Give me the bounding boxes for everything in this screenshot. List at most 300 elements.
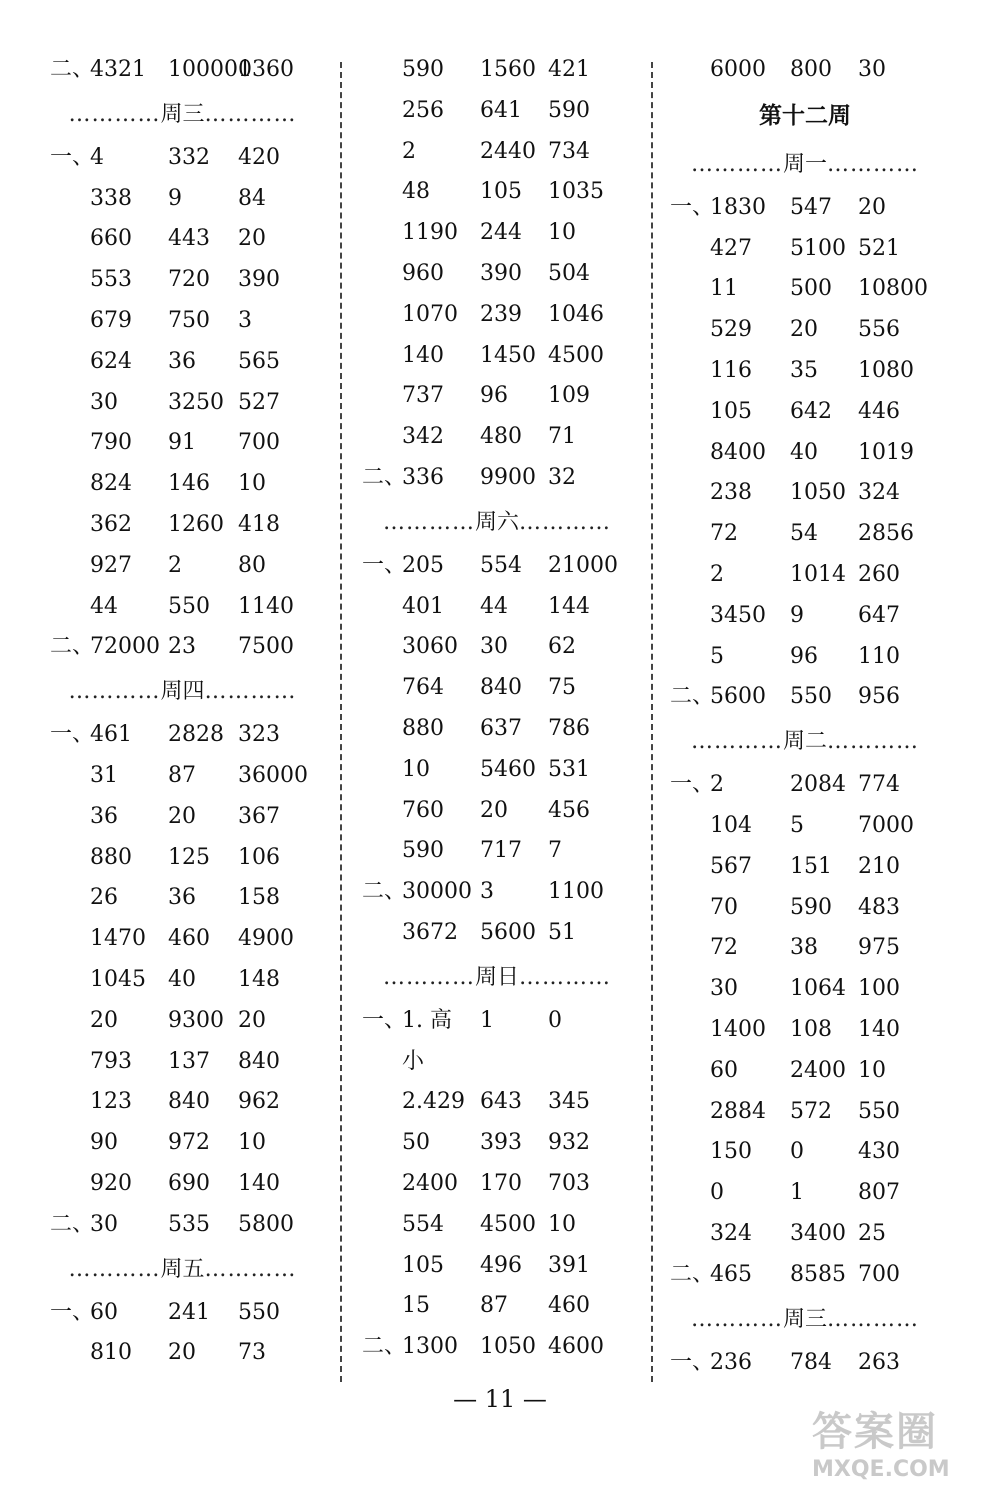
answer-value: 2400 xyxy=(402,1170,458,1196)
answer-value: 1046 xyxy=(548,301,604,327)
answer-value: 393 xyxy=(480,1130,522,1156)
answer-value: 80 xyxy=(238,552,266,578)
answer-value: 550 xyxy=(168,593,210,619)
answer-row xyxy=(50,464,315,505)
answer-row xyxy=(670,514,940,555)
answer-value: 1050 xyxy=(790,480,846,506)
answer-row xyxy=(362,132,632,173)
answer-row xyxy=(50,878,315,919)
question-number: 二、 xyxy=(670,1261,715,1287)
answer-value: 760 xyxy=(402,797,444,823)
answer-row xyxy=(50,138,315,179)
answer-row xyxy=(670,637,940,678)
answer-row xyxy=(670,229,940,270)
answer-value: 108 xyxy=(790,1016,832,1042)
answer-value: 72000 xyxy=(90,634,160,660)
answer-value: 9 xyxy=(168,185,182,211)
question-number: 二、 xyxy=(50,1211,95,1237)
answer-value: 554 xyxy=(402,1211,444,1237)
answer-value: 71 xyxy=(548,424,576,450)
answer-row xyxy=(50,1333,315,1374)
answer-value: 810 xyxy=(90,1340,132,1366)
answer-value: 840 xyxy=(168,1089,210,1115)
week-title: 第十二周 xyxy=(759,101,851,129)
dotted-leader: ………… xyxy=(204,679,297,705)
answer-value: 32 xyxy=(548,464,576,490)
answer-value: 800 xyxy=(790,57,832,82)
answer-value: 5460 xyxy=(480,756,536,782)
answer-value: 105 xyxy=(402,1252,444,1278)
answer-value: 565 xyxy=(238,348,280,374)
answer-value: 7000 xyxy=(858,812,914,838)
answer-value: 390 xyxy=(238,267,280,293)
answer-row xyxy=(50,423,315,464)
answer-row xyxy=(362,254,632,295)
answer-value: 7500 xyxy=(238,634,294,660)
dotted-leader: ………… xyxy=(827,151,919,177)
answer-row xyxy=(362,1246,632,1287)
answer-value: 20 xyxy=(858,194,886,220)
answer-value: 734 xyxy=(548,138,590,164)
answer-value: 9 xyxy=(790,602,804,628)
answer-value: 40 xyxy=(790,439,818,465)
answer-value: 641 xyxy=(480,97,522,123)
answer-value: 647 xyxy=(858,602,900,628)
answer-value: 137 xyxy=(168,1048,210,1074)
answer-value: 456 xyxy=(548,797,590,823)
dotted-leader: ………… xyxy=(68,101,161,127)
answer-row xyxy=(670,351,940,392)
answer-row xyxy=(362,50,632,91)
answer-value: 1045 xyxy=(90,966,146,992)
answer-value: 20 xyxy=(480,797,508,823)
answer-value: 151 xyxy=(790,853,832,879)
answer-row xyxy=(50,1082,315,1123)
answer-value: 703 xyxy=(548,1170,590,1196)
answer-row xyxy=(362,709,632,750)
answer-value: 60 xyxy=(90,1299,118,1325)
dotted-leader: ………… xyxy=(690,729,783,755)
answer-value: 21000 xyxy=(548,552,618,578)
day-header xyxy=(50,668,315,715)
answer-row xyxy=(670,596,940,637)
day-header xyxy=(670,141,940,188)
answer-value: 100 xyxy=(858,976,900,1002)
answer-value: 10 xyxy=(548,220,576,246)
answer-value: 1014 xyxy=(790,561,846,587)
answer-value: 5 xyxy=(790,812,804,838)
answer-value: 105 xyxy=(480,179,522,205)
answer-value: 158 xyxy=(238,885,280,911)
answer-value: 150 xyxy=(710,1139,752,1165)
answer-value: 20 xyxy=(90,1007,118,1033)
answer-row xyxy=(50,1123,315,1164)
answer-row xyxy=(362,417,632,458)
answer-value: 1064 xyxy=(790,976,846,1002)
answer-value: 420 xyxy=(238,144,280,170)
answer-row xyxy=(670,969,940,1010)
answer-row xyxy=(50,1293,315,1334)
answer-value: 700 xyxy=(858,1261,900,1287)
answer-value: 20 xyxy=(238,226,266,252)
answer-value: 465 xyxy=(710,1261,752,1287)
answer-value: 10 xyxy=(402,756,430,782)
answer-value: 338 xyxy=(90,185,132,211)
answer-value: 1360 xyxy=(238,57,294,82)
answer-value: 391 xyxy=(548,1252,590,1278)
answer-value: 10 xyxy=(238,471,266,497)
day-name: 周四 xyxy=(160,679,205,705)
answer-value: 5100 xyxy=(790,235,846,261)
answer-value: 4500 xyxy=(548,342,604,368)
answer-value: 62 xyxy=(548,634,576,660)
answer-row xyxy=(50,383,315,424)
answer-value: 260 xyxy=(858,561,900,587)
answer-value: 238 xyxy=(710,480,752,506)
watermark-url: MXQE.COM xyxy=(812,1457,950,1482)
answer-value: 5600 xyxy=(480,919,536,945)
question-number: 一、 xyxy=(50,1299,95,1325)
answer-value: 2828 xyxy=(168,722,224,748)
answer-row xyxy=(362,1082,632,1123)
answer-value: 880 xyxy=(402,715,444,741)
answer-row xyxy=(50,1164,315,1205)
answer-row xyxy=(362,913,632,954)
day-header xyxy=(670,1296,940,1343)
answer-row xyxy=(670,1092,940,1133)
answer-row xyxy=(362,668,632,709)
answer-row xyxy=(670,555,940,596)
answer-value: 10 xyxy=(858,1057,886,1083)
answer-value: 840 xyxy=(480,675,522,701)
answer-value: 840 xyxy=(238,1048,280,1074)
answer-value: 20 xyxy=(238,1007,266,1033)
answer-value: 2 xyxy=(168,552,182,578)
answer-value: 660 xyxy=(90,226,132,252)
answer-value: 244 xyxy=(480,220,522,246)
answer-value: 500 xyxy=(790,276,832,302)
answer-value: 30 xyxy=(90,389,118,415)
answer-value: 975 xyxy=(858,935,900,961)
dotted-leader: ………… xyxy=(204,101,297,127)
answer-value: 72 xyxy=(710,521,738,547)
answer-value: 23 xyxy=(168,634,196,660)
answer-value: 956 xyxy=(858,684,900,710)
question-number: 二、 xyxy=(362,1334,407,1360)
answer-value: 75 xyxy=(548,675,576,701)
answer-row xyxy=(670,1132,940,1173)
answer-value: 554 xyxy=(480,552,522,578)
answer-value: 2856 xyxy=(858,521,914,547)
question-number: 一、 xyxy=(50,722,95,748)
answer-value: 790 xyxy=(90,430,132,456)
answer-value: 60 xyxy=(710,1057,738,1083)
answer-row xyxy=(670,677,940,718)
answer-value: 20 xyxy=(790,317,818,343)
answer-row xyxy=(670,928,940,969)
dotted-leader: ………… xyxy=(68,1256,161,1282)
answer-value: 1 xyxy=(480,1007,494,1033)
answer-row xyxy=(670,847,940,888)
answer-row xyxy=(50,546,315,587)
answer-row xyxy=(670,188,940,229)
answer-row xyxy=(50,919,315,960)
answer-row xyxy=(50,179,315,220)
answer-value: 148 xyxy=(238,966,280,992)
dotted-leader: ………… xyxy=(690,151,783,177)
answer-value: 100000 xyxy=(168,57,252,82)
dotted-leader: ………… xyxy=(690,1306,783,1332)
answer-value: 460 xyxy=(548,1293,590,1319)
answer-value: 5 xyxy=(710,643,724,669)
answer-value: 140 xyxy=(858,1016,900,1042)
answer-value: 531 xyxy=(548,756,590,782)
answer-row xyxy=(670,765,940,806)
day-header xyxy=(50,1246,315,1293)
answer-value: 4900 xyxy=(238,926,294,952)
answer-row xyxy=(50,219,315,260)
answer-value: 123 xyxy=(90,1089,132,1115)
answer-value: 430 xyxy=(858,1139,900,1165)
answer-value: 84 xyxy=(238,185,266,211)
answer-value: 556 xyxy=(858,317,900,343)
answer-value: 1 xyxy=(790,1180,804,1206)
answer-value: 72 xyxy=(710,935,738,961)
answer-value: 0 xyxy=(710,1180,724,1206)
answer-value: 553 xyxy=(90,267,132,293)
answer-value: 1050 xyxy=(480,1334,536,1360)
answer-row xyxy=(362,1327,632,1368)
answer-value: 3060 xyxy=(402,634,458,660)
answer-value: 10 xyxy=(238,1130,266,1156)
answer-value: 590 xyxy=(790,894,832,920)
answer-value: 8400 xyxy=(710,439,766,465)
answer-value: 962 xyxy=(238,1089,280,1115)
answer-value: 547 xyxy=(790,194,832,220)
answer-value: 362 xyxy=(90,511,132,537)
answer-row xyxy=(362,627,632,668)
answer-row xyxy=(362,872,632,913)
answer-value: 880 xyxy=(90,844,132,870)
answer-value: 236 xyxy=(710,1349,752,1375)
answer-row xyxy=(362,172,632,213)
answer-value: 1400 xyxy=(710,1016,766,1042)
answer-row xyxy=(50,715,315,756)
answer-value: 590 xyxy=(402,57,444,82)
answer-value: 1019 xyxy=(858,439,914,465)
day-name: 周六 xyxy=(474,509,519,535)
answer-row xyxy=(362,213,632,254)
answer-value: 679 xyxy=(90,307,132,333)
answer-value: 30 xyxy=(90,1211,118,1237)
answer-value: 38 xyxy=(790,935,818,961)
answer-value: 1140 xyxy=(238,593,294,619)
answer-value: 48 xyxy=(402,179,430,205)
day-name: 周二 xyxy=(782,729,827,755)
answer-value: 1300 xyxy=(402,1334,458,1360)
answer-row xyxy=(50,301,315,342)
dotted-leader: ………… xyxy=(519,509,611,535)
answer-row xyxy=(362,376,632,417)
answer-row xyxy=(362,1001,632,1042)
answer-value: 116 xyxy=(710,357,752,383)
day-header xyxy=(362,499,632,546)
answer-value: 460 xyxy=(168,926,210,952)
answer-row xyxy=(50,1001,315,1042)
answer-value: 0 xyxy=(790,1139,804,1165)
answer-value: 550 xyxy=(858,1098,900,1124)
answer-row xyxy=(362,336,632,377)
answer-value: 390 xyxy=(480,260,522,286)
answer-value: 421 xyxy=(548,57,590,82)
answer-row xyxy=(670,888,940,929)
answer-value: 241 xyxy=(168,1299,210,1325)
answer-row xyxy=(50,756,315,797)
answer-value: 44 xyxy=(480,593,508,619)
answer-value: 572 xyxy=(790,1098,832,1124)
answer-row xyxy=(670,50,940,91)
answer-value: 960 xyxy=(402,260,444,286)
answer-value: 205 xyxy=(402,552,444,578)
answer-row xyxy=(50,1205,315,1246)
answer-value: 210 xyxy=(858,853,900,879)
answer-value: 7 xyxy=(548,838,562,864)
answer-value: 324 xyxy=(710,1220,752,1246)
answer-value: 3 xyxy=(238,307,252,333)
answer-value: 2400 xyxy=(790,1057,846,1083)
answer-value: 20 xyxy=(168,803,196,829)
answer-value: 20 xyxy=(168,1340,196,1366)
answer-value: 3250 xyxy=(168,389,224,415)
answer-value: 443 xyxy=(168,226,210,252)
answer-value: 932 xyxy=(548,1130,590,1156)
answer-row xyxy=(362,587,632,628)
answer-row xyxy=(670,310,940,351)
dotted-leader: ………… xyxy=(68,679,161,705)
answer-value: 332 xyxy=(168,144,210,170)
answer-value: 54 xyxy=(790,521,818,547)
answer-value: 590 xyxy=(402,838,444,864)
question-number: 二、 xyxy=(362,879,407,905)
answer-value: 642 xyxy=(790,398,832,424)
answer-value: 480 xyxy=(480,424,522,450)
answer-row xyxy=(362,458,632,499)
day-name: 周五 xyxy=(160,1256,205,1282)
day-name: 周三 xyxy=(782,1306,827,1332)
answer-value: 504 xyxy=(548,260,590,286)
answer-value: 920 xyxy=(90,1170,132,1196)
answer-row xyxy=(670,806,940,847)
answer-value: 1260 xyxy=(168,511,224,537)
day-header xyxy=(670,718,940,765)
answer-row xyxy=(50,797,315,838)
dotted-leader: ………… xyxy=(204,1256,297,1282)
answer-value: 590 xyxy=(548,97,590,123)
answer-value: 40 xyxy=(168,966,196,992)
answer-value: 700 xyxy=(238,430,280,456)
answer-value: 342 xyxy=(402,424,444,450)
answer-row xyxy=(50,342,315,383)
answer-value: 972 xyxy=(168,1130,210,1156)
answer-value: 2 xyxy=(710,561,724,587)
answer-value: 2084 xyxy=(790,772,846,798)
answer-value: 367 xyxy=(238,803,280,829)
answer-row xyxy=(670,1255,940,1296)
answer-value: 496 xyxy=(480,1252,522,1278)
answer-value: 0 xyxy=(548,1007,562,1033)
column-divider xyxy=(340,62,342,1382)
answer-value: 324 xyxy=(858,480,900,506)
answer-value: 550 xyxy=(238,1299,280,1325)
answer-row xyxy=(362,750,632,791)
answer-value: 239 xyxy=(480,301,522,327)
answer-value: 144 xyxy=(548,593,590,619)
answer-value: 637 xyxy=(480,715,522,741)
answer-value: 44 xyxy=(90,593,118,619)
answer-row xyxy=(362,546,632,587)
answer-value: 5600 xyxy=(710,684,766,710)
answer-value: 4600 xyxy=(548,1334,604,1360)
answer-value: 720 xyxy=(168,267,210,293)
answer-value: 26 xyxy=(90,885,118,911)
answer-row xyxy=(670,1010,940,1051)
answer-value: 567 xyxy=(710,853,752,879)
answer-value: 8585 xyxy=(790,1261,846,1287)
answer-value: 104 xyxy=(710,812,752,838)
dotted-leader: ………… xyxy=(827,1306,919,1332)
answer-row xyxy=(50,627,315,668)
question-number: 二、 xyxy=(50,634,95,660)
answer-value: 418 xyxy=(238,511,280,537)
answer-value: 30 xyxy=(858,57,886,82)
answer-value: 1080 xyxy=(858,357,914,383)
question-number: 一、 xyxy=(670,194,715,220)
question-number: 一、 xyxy=(50,144,95,170)
answer-value: 2.429 xyxy=(402,1089,465,1115)
answer-row xyxy=(50,50,315,91)
answer-row xyxy=(362,1286,632,1327)
answer-value: 643 xyxy=(480,1089,522,1115)
answer-value: 30 xyxy=(710,976,738,1002)
answer-value: 323 xyxy=(238,722,280,748)
answer-value: 3672 xyxy=(402,919,458,945)
dotted-leader: ………… xyxy=(382,964,475,990)
answer-row xyxy=(362,1123,632,1164)
answer-value: 4500 xyxy=(480,1211,536,1237)
answer-value: 336 xyxy=(402,464,444,490)
day-name: 周日 xyxy=(474,964,519,990)
dotted-leader: ………… xyxy=(382,509,475,535)
answer-value: 小 xyxy=(402,1048,425,1074)
answer-row xyxy=(362,831,632,872)
answer-value: 4 xyxy=(90,144,104,170)
answer-value: 36000 xyxy=(238,762,308,788)
answer-value: 1190 xyxy=(402,220,458,246)
answer-value: 786 xyxy=(548,715,590,741)
answer-value: 6000 xyxy=(710,57,766,82)
answer-value: 737 xyxy=(402,383,444,409)
answer-value: 461 xyxy=(90,722,132,748)
question-number: 二、 xyxy=(362,464,407,490)
answer-value: 91 xyxy=(168,430,196,456)
answer-value: 125 xyxy=(168,844,210,870)
answer-value: 824 xyxy=(90,471,132,497)
answer-value: 527 xyxy=(238,389,280,415)
answer-value: 345 xyxy=(548,1089,590,1115)
answer-value: 1560 xyxy=(480,57,536,82)
answer-row xyxy=(50,260,315,301)
answer-value: 1830 xyxy=(710,194,766,220)
